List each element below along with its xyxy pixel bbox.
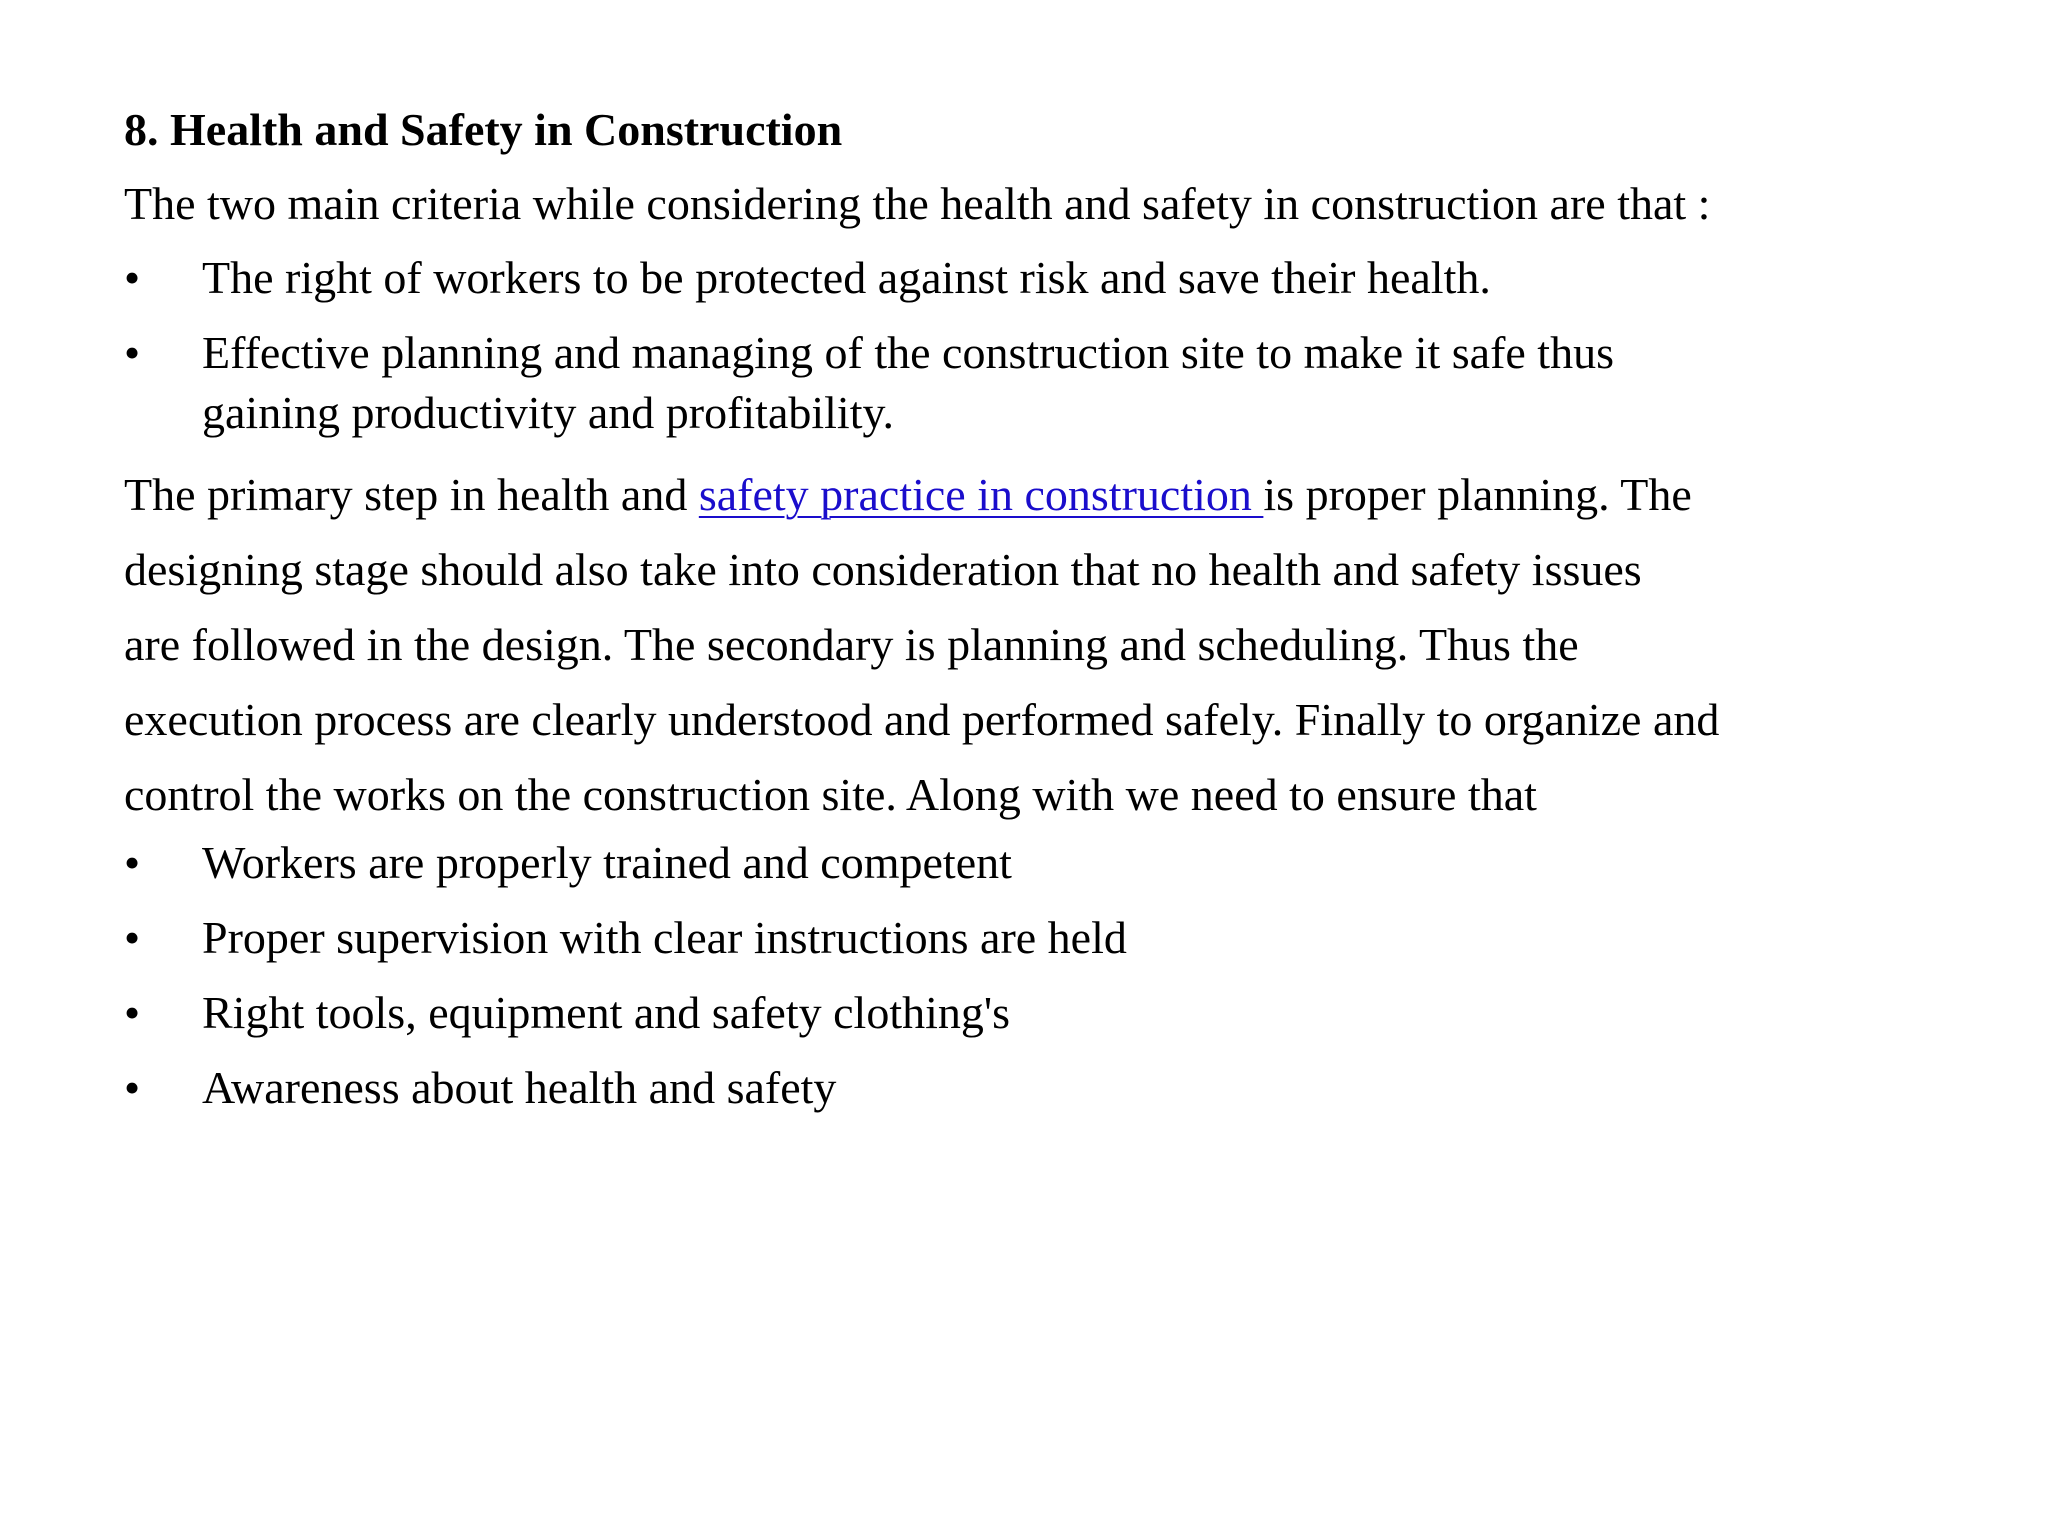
- paragraph-line: execution process are clearly understood and performed safely. Finally to organize and: [124, 694, 1720, 745]
- criteria-item: [124, 247, 1984, 309]
- ensure-item-text: Workers are properly trained and competent: [202, 837, 1012, 888]
- bullet-glyph: •: [124, 987, 141, 1038]
- safety-practice-link[interactable]: safety practice in construction: [698, 469, 1264, 520]
- ensure-item: [124, 832, 1984, 894]
- bullet-glyph: •: [124, 912, 141, 963]
- criteria-list: [124, 247, 1984, 444]
- criteria-item-text: gaining productivity and profitability.: [202, 387, 894, 438]
- ensure-item: [124, 907, 1984, 969]
- paragraph-line: control the works on the construction site. Along with we need to ensure that: [124, 769, 1537, 820]
- paragraph-line: [124, 457, 1984, 532]
- ensure-item: [124, 1057, 1984, 1119]
- bullet-glyph: •: [124, 1062, 141, 1113]
- paragraph-line: designing stage should also take into consideration that no health and safety issues: [124, 544, 1642, 595]
- bullet-glyph: •: [124, 837, 141, 888]
- bullet-glyph: •: [124, 252, 141, 303]
- bullet-glyph: •: [124, 327, 141, 378]
- ensure-item-text: Proper supervision with clear instructions are held: [202, 912, 1127, 963]
- ensure-item-text: Awareness about health and safety: [202, 1062, 837, 1113]
- ensure-list: [124, 832, 1984, 1119]
- criteria-item-text: The right of workers to be protected against risk and save their health.: [202, 252, 1491, 303]
- section-heading: 8. Health and Safety in Construction: [124, 104, 843, 155]
- criteria-item-text: Effective planning and managing of the construction site to make it safe thus: [202, 327, 1614, 378]
- ensure-item-text: Right tools, equipment and safety clothing's: [202, 987, 1011, 1038]
- paragraph-text: is proper planning. The: [1263, 469, 1692, 520]
- paragraph-text: The primary step in health and: [124, 469, 699, 520]
- criteria-item: [124, 322, 1984, 444]
- ensure-item: [124, 982, 1984, 1044]
- body-paragraph: [124, 457, 1984, 832]
- paragraph-line: are followed in the design. The secondary is planning and scheduling. Thus the: [124, 619, 1579, 670]
- intro-text: The two main criteria while considering the health and safety in construction are that :: [124, 178, 1711, 229]
- slide-content: [124, 100, 1984, 1132]
